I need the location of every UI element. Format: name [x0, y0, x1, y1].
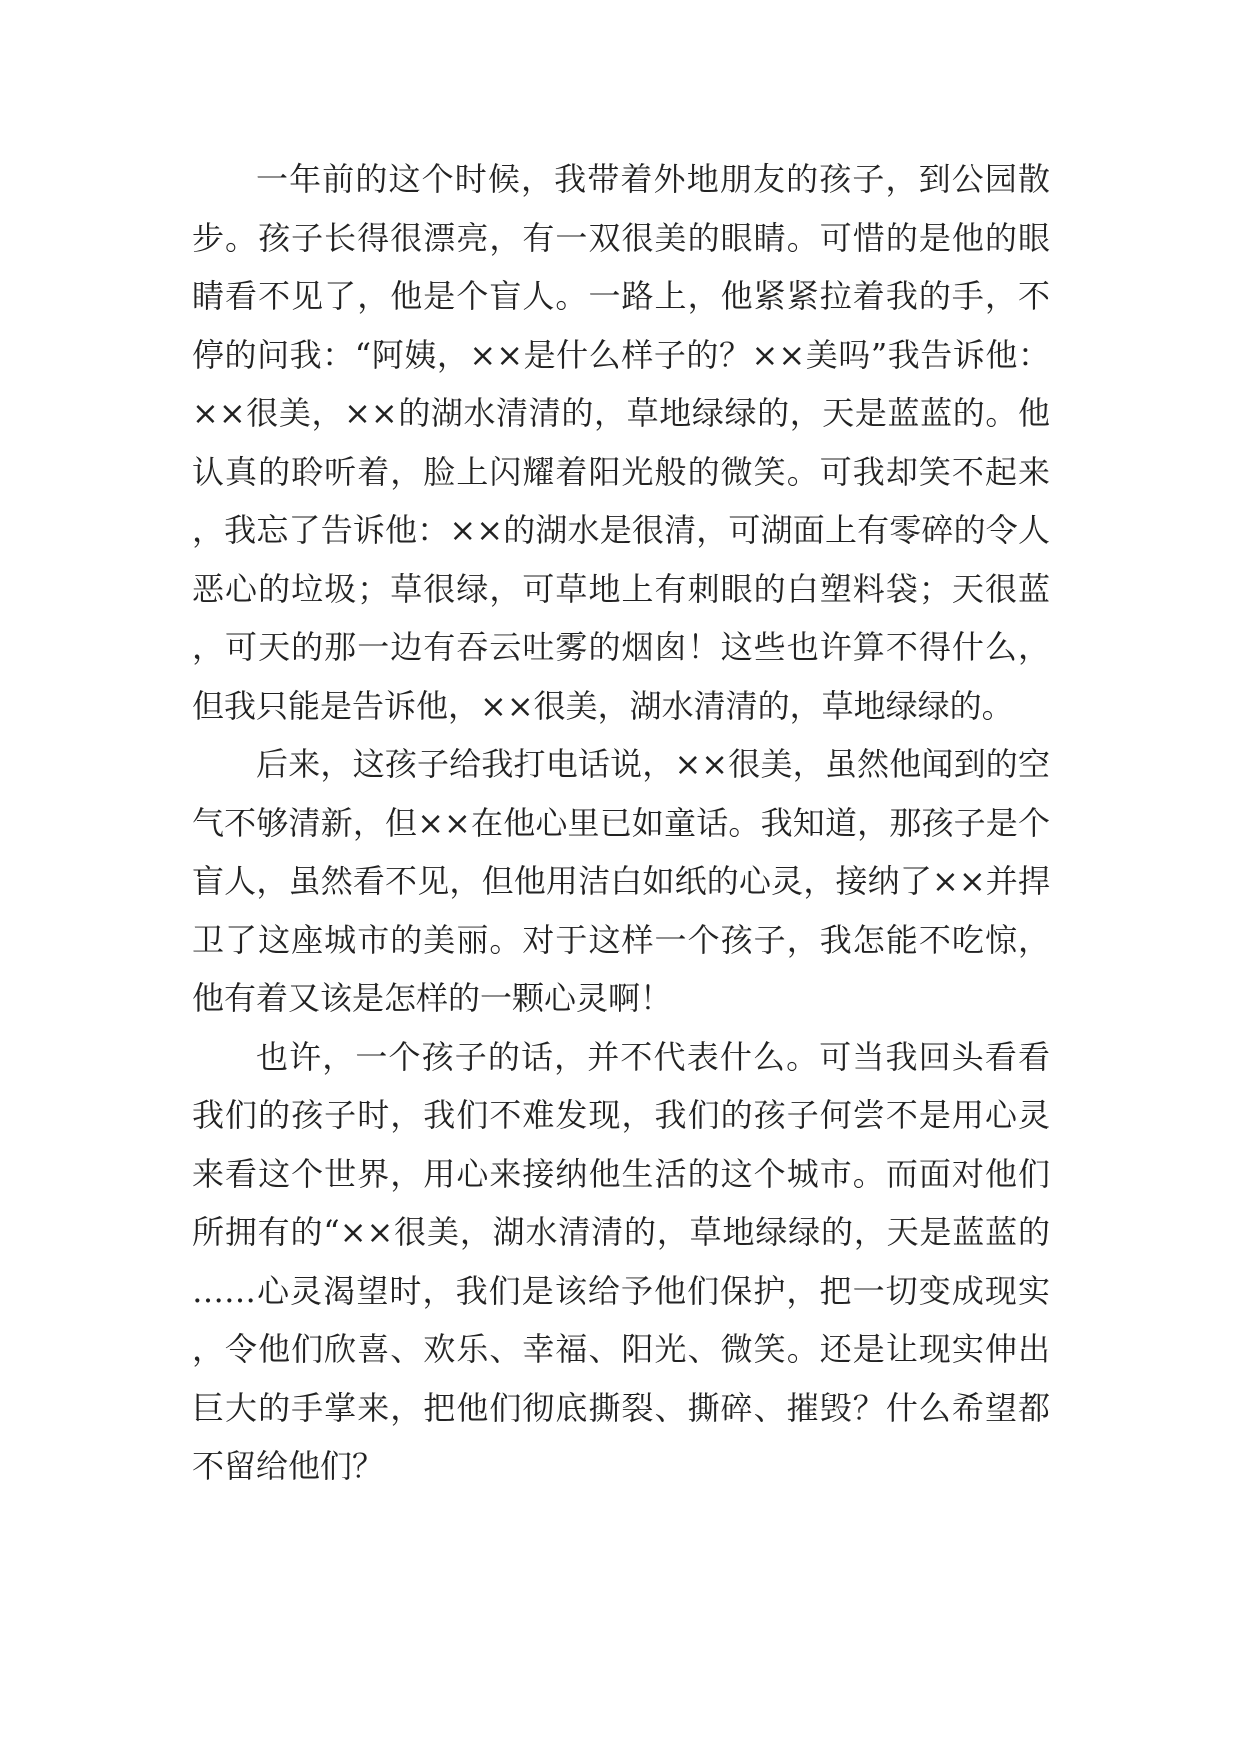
paragraph-1: 一年前的这个时候，我带着外地朋友的孩子，到公园散步。孩子长得很漂亮，有一双很美的眼睛。可惜的是他的眼睛看不见了，他是个盲人。一路上，他紧紧拉着我的手，不停的问我：“阿姨，××是什么样子的？××美吗”我告诉他：××很美，××的湖水清清的，草地绿绿的，天是蓝蓝的。他认真的聆听着，脸上闪耀着阳光般的微笑。可我却笑不起来，我忘了告诉他：××的湖水是很清，可湖面上有零碎的令人恶心的垃圾；草很绿，可草地上有刺眼的白塑料袋；天很蓝，可天的那一边有吞云吐雾的烟囱！这些也许算不得什么，但我只能是告诉他，××很美，湖水清清的，草地绿绿的。: [192, 160, 1050, 725]
paragraph-2: 后来，这孩子给我打电话说，××很美，虽然他闻到的空气不够清新，但××在他心里已如童话。我知道，那孩子是个盲人，虽然看不见，但他用洁白如纸的心灵，接纳了××并捍卫了这座城市的美丽。对于这样一个孩子，我怎能不吃惊，他有着又该是怎样的一颗心灵啊！: [192, 745, 1050, 1017]
paragraph-3: 也许，一个孩子的话，并不代表什么。可当我回头看看我们的孩子时，我们不难发现，我们的孩子何尝不是用心灵来看这个世界，用心来接纳他生活的这个城市。而面对他们所拥有的“××很美，湖水清清的，草地绿绿的，天是蓝蓝的……心灵渴望时，我们是该给予他们保护，把一切变成现实，令他们欣喜、欢乐、幸福、阳光、微笑。还是让现实伸出巨大的手掌来，把他们彻底撕裂、撕碎、摧毁？什么希望都不留给他们？: [192, 1037, 1050, 1485]
document-body: [192, 150, 1050, 1496]
